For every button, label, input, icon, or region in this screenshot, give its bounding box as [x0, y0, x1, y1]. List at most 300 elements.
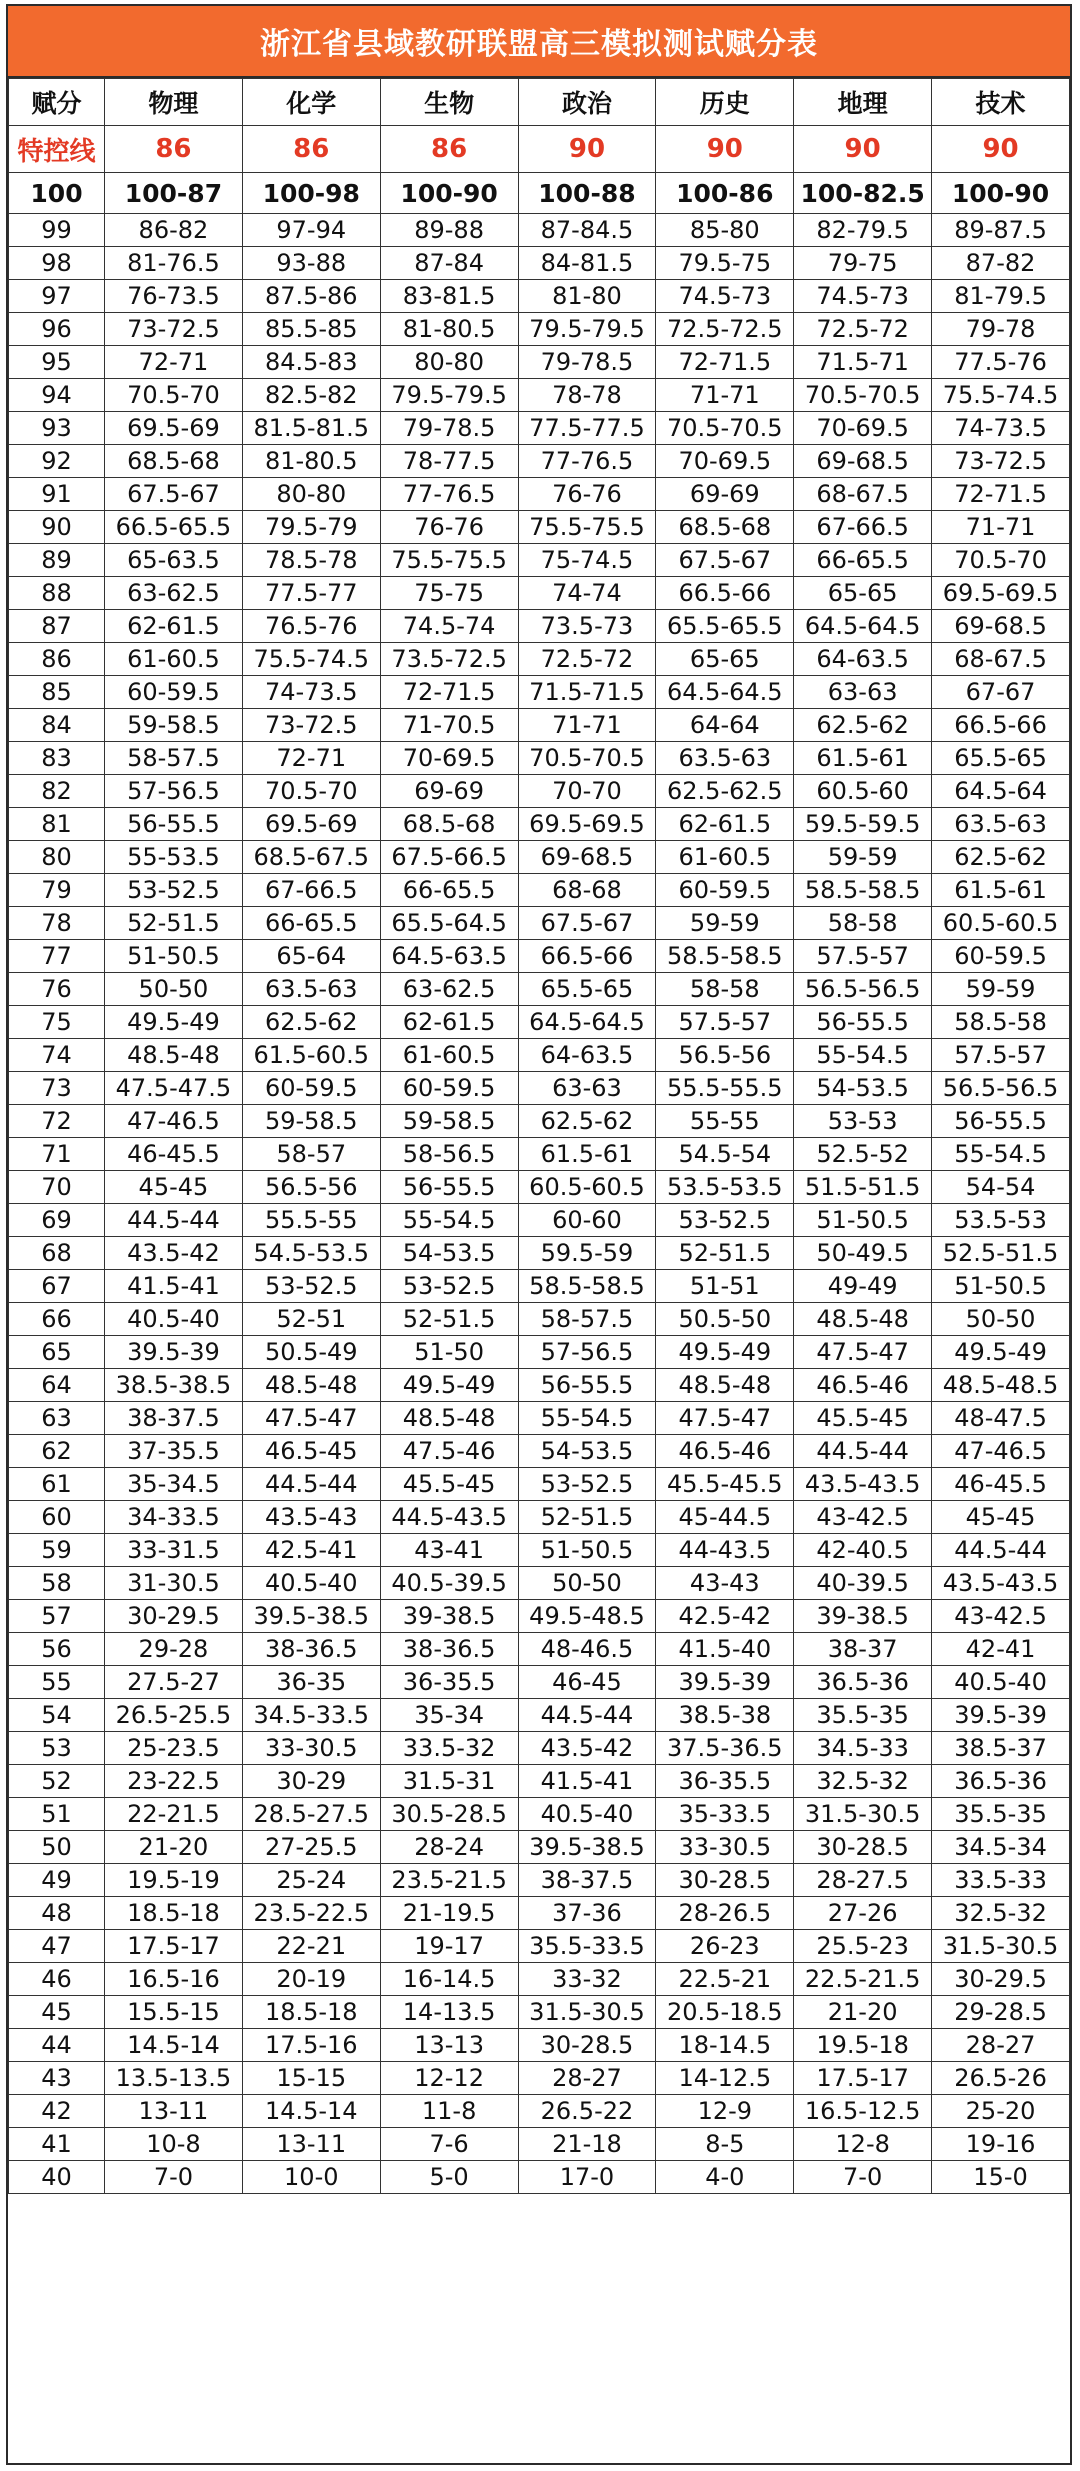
table-row	[9, 742, 1070, 775]
range-cell: 51-50.5	[932, 1270, 1070, 1303]
range-cell: 30-28.5	[518, 2029, 656, 2062]
score-cell: 63	[9, 1402, 105, 1435]
table-row	[9, 247, 1070, 280]
table-row	[9, 214, 1070, 247]
range-cell: 42-40.5	[794, 1534, 932, 1567]
table-row	[9, 478, 1070, 511]
range-cell: 31.5-30.5	[932, 1930, 1070, 1963]
range-cell: 51-50.5	[518, 1534, 656, 1567]
range-cell: 54.5-54	[656, 1138, 794, 1171]
score-cell: 62	[9, 1435, 105, 1468]
range-cell: 67-66.5	[242, 874, 380, 907]
range-cell: 19-17	[380, 1930, 518, 1963]
score-cell: 97	[9, 280, 105, 313]
range-cell: 76-76	[380, 511, 518, 544]
range-cell: 56-55.5	[380, 1171, 518, 1204]
range-cell: 50-50	[518, 1567, 656, 1600]
range-cell: 77-76.5	[518, 445, 656, 478]
range-cell: 45.5-45	[794, 1402, 932, 1435]
range-cell: 52-51.5	[518, 1501, 656, 1534]
range-cell: 58-56.5	[380, 1138, 518, 1171]
range-cell: 14.5-14	[242, 2095, 380, 2128]
range-cell: 70.5-70	[932, 544, 1070, 577]
range-cell: 58.5-58.5	[656, 940, 794, 973]
score-cell: 58	[9, 1567, 105, 1600]
table-row	[9, 709, 1070, 742]
range-cell: 11-8	[380, 2095, 518, 2128]
score-cell: 96	[9, 313, 105, 346]
header-cell-chemistry: 化学	[242, 79, 380, 126]
range-cell: 28-27.5	[794, 1864, 932, 1897]
range-cell: 22.5-21.5	[794, 1963, 932, 1996]
range-cell: 71-70.5	[380, 709, 518, 742]
header-cell-physics: 物理	[105, 79, 243, 126]
range-cell: 53-52.5	[656, 1204, 794, 1237]
range-cell: 61.5-61	[518, 1138, 656, 1171]
range-cell: 75.5-75.5	[518, 511, 656, 544]
range-cell: 77.5-76	[932, 346, 1070, 379]
table-row	[9, 1204, 1070, 1237]
range-cell: 15-0	[932, 2161, 1070, 2194]
range-cell: 12-12	[380, 2062, 518, 2095]
table-row	[9, 1501, 1070, 1534]
range-cell: 21-20	[794, 1996, 932, 2029]
range-cell: 59-58.5	[380, 1105, 518, 1138]
range-cell: 47.5-47	[242, 1402, 380, 1435]
range-cell: 54.5-53.5	[242, 1237, 380, 1270]
range-cell: 71-71	[518, 709, 656, 742]
range-cell: 56-55.5	[794, 1006, 932, 1039]
range-cell: 14-12.5	[656, 2062, 794, 2095]
range-cell: 59-59	[794, 841, 932, 874]
score-cell: 89	[9, 544, 105, 577]
range-cell: 100-82.5	[794, 173, 932, 214]
range-cell: 43-42.5	[794, 1501, 932, 1534]
range-cell: 23.5-22.5	[242, 1897, 380, 1930]
range-cell: 70-69.5	[794, 412, 932, 445]
score-cell: 64	[9, 1369, 105, 1402]
range-cell: 58-58	[794, 907, 932, 940]
score-cell: 40	[9, 2161, 105, 2194]
range-cell: 81.5-81.5	[242, 412, 380, 445]
range-cell: 79.5-79	[242, 511, 380, 544]
range-cell: 40.5-40	[242, 1567, 380, 1600]
range-cell: 70-70	[518, 775, 656, 808]
range-cell: 74-74	[518, 577, 656, 610]
range-cell: 55-54.5	[932, 1138, 1070, 1171]
range-cell: 73.5-72.5	[380, 643, 518, 676]
range-cell: 52.5-51.5	[932, 1237, 1070, 1270]
range-cell: 45-45	[932, 1501, 1070, 1534]
range-cell: 14-13.5	[380, 1996, 518, 2029]
range-cell: 37-36	[518, 1897, 656, 1930]
table-row	[9, 610, 1070, 643]
range-cell: 48.5-48	[794, 1303, 932, 1336]
range-cell: 30.5-28.5	[380, 1798, 518, 1831]
range-cell: 47.5-47	[656, 1402, 794, 1435]
range-cell: 44.5-44	[932, 1534, 1070, 1567]
range-cell: 66-65.5	[380, 874, 518, 907]
range-cell: 55-53.5	[105, 841, 243, 874]
score-cell: 91	[9, 478, 105, 511]
range-cell: 72.5-72	[794, 313, 932, 346]
range-cell: 63.5-63	[656, 742, 794, 775]
range-cell: 52-51.5	[656, 1237, 794, 1270]
range-cell: 70.5-70.5	[794, 379, 932, 412]
range-cell: 100-98	[242, 173, 380, 214]
range-cell: 81-80.5	[380, 313, 518, 346]
score-cell: 85	[9, 676, 105, 709]
range-cell: 43.5-43.5	[932, 1567, 1070, 1600]
range-cell: 32.5-32	[932, 1897, 1070, 1930]
table-row	[9, 1039, 1070, 1072]
score-cell: 48	[9, 1897, 105, 1930]
range-cell: 56.5-56	[656, 1039, 794, 1072]
score-cell: 82	[9, 775, 105, 808]
range-cell: 36.5-36	[932, 1765, 1070, 1798]
range-cell: 43.5-43	[242, 1501, 380, 1534]
range-cell: 43-41	[380, 1534, 518, 1567]
table-row	[9, 1402, 1070, 1435]
range-cell: 20.5-18.5	[656, 1996, 794, 2029]
range-cell: 36-35	[242, 1666, 380, 1699]
range-cell: 31.5-30.5	[794, 1798, 932, 1831]
range-cell: 67.5-67	[105, 478, 243, 511]
table-row	[9, 1369, 1070, 1402]
range-cell: 69-68.5	[794, 445, 932, 478]
range-cell: 56.5-56.5	[794, 973, 932, 1006]
range-cell: 39.5-39	[932, 1699, 1070, 1732]
range-cell: 48.5-48.5	[932, 1369, 1070, 1402]
range-cell: 26.5-26	[932, 2062, 1070, 2095]
table-row	[9, 412, 1070, 445]
range-cell: 61.5-60.5	[242, 1039, 380, 1072]
range-cell: 63-62.5	[380, 973, 518, 1006]
score-cell: 55	[9, 1666, 105, 1699]
score-cell: 99	[9, 214, 105, 247]
range-cell: 17-0	[518, 2161, 656, 2194]
range-cell: 59-59	[656, 907, 794, 940]
range-cell: 71.5-71.5	[518, 676, 656, 709]
range-cell: 56-55.5	[105, 808, 243, 841]
table-row	[9, 1105, 1070, 1138]
score-cell: 77	[9, 940, 105, 973]
range-cell: 57-56.5	[518, 1336, 656, 1369]
range-cell: 53-52.5	[380, 1270, 518, 1303]
range-cell: 77.5-77.5	[518, 412, 656, 445]
score-cell: 42	[9, 2095, 105, 2128]
range-cell: 67.5-67	[518, 907, 656, 940]
range-cell: 38-37	[794, 1633, 932, 1666]
range-cell: 61-60.5	[656, 841, 794, 874]
range-cell: 55-54.5	[380, 1204, 518, 1237]
control-line-cell: 86	[242, 126, 380, 173]
range-cell: 46-45.5	[105, 1138, 243, 1171]
range-cell: 55-55	[656, 1105, 794, 1138]
header-cell-politics: 政治	[518, 79, 656, 126]
table-row	[9, 1435, 1070, 1468]
table-row	[9, 1765, 1070, 1798]
range-cell: 44.5-44	[794, 1435, 932, 1468]
range-cell: 17.5-17	[794, 2062, 932, 2095]
range-cell: 100-86	[656, 173, 794, 214]
range-cell: 65.5-65	[932, 742, 1070, 775]
range-cell: 46-45	[518, 1666, 656, 1699]
range-cell: 47.5-46	[380, 1435, 518, 1468]
range-cell: 78-78	[518, 379, 656, 412]
range-cell: 56-55.5	[518, 1369, 656, 1402]
table-row	[9, 2161, 1070, 2194]
score-cell: 81	[9, 808, 105, 841]
score-cell: 61	[9, 1468, 105, 1501]
range-cell: 70.5-70	[242, 775, 380, 808]
range-cell: 61-60.5	[105, 643, 243, 676]
table-row	[9, 874, 1070, 907]
range-cell: 63-63	[794, 676, 932, 709]
range-cell: 65-64	[242, 940, 380, 973]
range-cell: 29-28.5	[932, 1996, 1070, 2029]
table-row	[9, 808, 1070, 841]
range-cell: 59-58.5	[242, 1105, 380, 1138]
range-cell: 48.5-48	[380, 1402, 518, 1435]
range-cell: 43-43	[656, 1567, 794, 1600]
score-cell: 53	[9, 1732, 105, 1765]
range-cell: 30-28.5	[656, 1864, 794, 1897]
range-cell: 80-80	[380, 346, 518, 379]
range-cell: 55-54.5	[794, 1039, 932, 1072]
range-cell: 52-51	[242, 1303, 380, 1336]
range-cell: 25.5-23	[794, 1930, 932, 1963]
table-row	[9, 973, 1070, 1006]
range-cell: 81-80	[518, 280, 656, 313]
range-cell: 93-88	[242, 247, 380, 280]
range-cell: 55.5-55	[242, 1204, 380, 1237]
range-cell: 27.5-27	[105, 1666, 243, 1699]
range-cell: 38.5-37	[932, 1732, 1070, 1765]
range-cell: 19-16	[932, 2128, 1070, 2161]
range-cell: 19.5-19	[105, 1864, 243, 1897]
range-cell: 48.5-48	[242, 1369, 380, 1402]
table-row	[9, 907, 1070, 940]
range-cell: 49.5-49	[380, 1369, 518, 1402]
range-cell: 74.5-73	[656, 280, 794, 313]
range-cell: 68-67.5	[932, 643, 1070, 676]
range-cell: 26.5-22	[518, 2095, 656, 2128]
range-cell: 89-87.5	[932, 214, 1070, 247]
range-cell: 13-11	[105, 2095, 243, 2128]
table-row	[9, 1996, 1070, 2029]
range-cell: 45.5-45	[380, 1468, 518, 1501]
range-cell: 53-52.5	[242, 1270, 380, 1303]
range-cell: 43.5-42	[105, 1237, 243, 1270]
range-cell: 38.5-38	[656, 1699, 794, 1732]
range-cell: 42.5-42	[656, 1600, 794, 1633]
range-cell: 51.5-51.5	[794, 1171, 932, 1204]
range-cell: 69-69	[656, 478, 794, 511]
control-line-cell: 86	[380, 126, 518, 173]
range-cell: 82-79.5	[794, 214, 932, 247]
range-cell: 55.5-55.5	[656, 1072, 794, 1105]
range-cell: 69-68.5	[932, 610, 1070, 643]
range-cell: 44.5-44	[242, 1468, 380, 1501]
range-cell: 100-87	[105, 173, 243, 214]
range-cell: 49.5-49	[932, 1336, 1070, 1369]
range-cell: 10-8	[105, 2128, 243, 2161]
range-cell: 72.5-72	[518, 643, 656, 676]
range-cell: 58.5-58.5	[518, 1270, 656, 1303]
table-row	[9, 577, 1070, 610]
range-cell: 64.5-64.5	[518, 1006, 656, 1039]
range-cell: 62-61.5	[380, 1006, 518, 1039]
range-cell: 50.5-50	[656, 1303, 794, 1336]
range-cell: 7-6	[380, 2128, 518, 2161]
table-row	[9, 1963, 1070, 1996]
range-cell: 27-26	[794, 1897, 932, 1930]
range-cell: 34.5-34	[932, 1831, 1070, 1864]
range-cell: 46.5-45	[242, 1435, 380, 1468]
range-cell: 18-14.5	[656, 2029, 794, 2062]
header-cell-technology: 技术	[932, 79, 1070, 126]
range-cell: 16.5-16	[105, 1963, 243, 1996]
range-cell: 52.5-52	[794, 1138, 932, 1171]
range-cell: 22-21.5	[105, 1798, 243, 1831]
range-cell: 69-68.5	[518, 841, 656, 874]
range-cell: 60-59.5	[105, 676, 243, 709]
range-cell: 15-15	[242, 2062, 380, 2095]
range-cell: 72-71.5	[932, 478, 1070, 511]
table-row	[9, 280, 1070, 313]
range-cell: 72-71.5	[656, 346, 794, 379]
score-cell: 67	[9, 1270, 105, 1303]
range-cell: 85.5-85	[242, 313, 380, 346]
range-cell: 63.5-63	[932, 808, 1070, 841]
range-cell: 64-63.5	[518, 1039, 656, 1072]
range-cell: 41.5-41	[105, 1270, 243, 1303]
table-row	[9, 379, 1070, 412]
range-cell: 75.5-74.5	[242, 643, 380, 676]
score-table-frame	[6, 4, 1072, 2465]
range-cell: 39.5-38.5	[242, 1600, 380, 1633]
table-row	[9, 1930, 1070, 1963]
range-cell: 80-80	[242, 478, 380, 511]
range-cell: 40.5-40	[932, 1666, 1070, 1699]
table-row	[9, 2029, 1070, 2062]
header-cell-score: 赋分	[9, 79, 105, 126]
range-cell: 100-88	[518, 173, 656, 214]
range-cell: 42.5-41	[242, 1534, 380, 1567]
range-cell: 38-37.5	[518, 1864, 656, 1897]
range-cell: 62.5-62.5	[656, 775, 794, 808]
range-cell: 60-59.5	[656, 874, 794, 907]
range-cell: 62.5-62	[518, 1105, 656, 1138]
range-cell: 12-9	[656, 2095, 794, 2128]
range-cell: 55-54.5	[518, 1402, 656, 1435]
range-cell: 62.5-62	[932, 841, 1070, 874]
table-row	[9, 1006, 1070, 1039]
range-cell: 48.5-48	[656, 1369, 794, 1402]
range-cell: 40.5-39.5	[380, 1567, 518, 1600]
range-cell: 66.5-66	[932, 709, 1070, 742]
range-cell: 62.5-62	[242, 1006, 380, 1039]
range-cell: 16.5-12.5	[794, 2095, 932, 2128]
range-cell: 53.5-53.5	[656, 1171, 794, 1204]
range-cell: 50-50	[105, 973, 243, 1006]
range-cell: 33-31.5	[105, 1534, 243, 1567]
range-cell: 58-57.5	[518, 1303, 656, 1336]
table-row	[9, 1138, 1070, 1171]
range-cell: 78.5-78	[242, 544, 380, 577]
table-row	[9, 1633, 1070, 1666]
table-title: 浙江省县域教研联盟高三模拟测试赋分表	[8, 6, 1070, 78]
table-row	[9, 1534, 1070, 1567]
range-cell: 53-52.5	[105, 874, 243, 907]
score-cell: 54	[9, 1699, 105, 1732]
range-cell: 63.5-63	[242, 973, 380, 1006]
range-cell: 100-90	[932, 173, 1070, 214]
range-cell: 66.5-66	[656, 577, 794, 610]
score-cell: 78	[9, 907, 105, 940]
table-row	[9, 1798, 1070, 1831]
range-cell: 30-29	[242, 1765, 380, 1798]
range-cell: 21-20	[105, 1831, 243, 1864]
range-cell: 18.5-18	[242, 1996, 380, 2029]
range-cell: 77-76.5	[380, 478, 518, 511]
range-cell: 53.5-53	[932, 1204, 1070, 1237]
range-cell: 50.5-49	[242, 1336, 380, 1369]
table-row	[9, 173, 1070, 214]
header-cell-biology: 生物	[380, 79, 518, 126]
range-cell: 74.5-74	[380, 610, 518, 643]
table-row	[9, 1831, 1070, 1864]
range-cell: 81-79.5	[932, 280, 1070, 313]
range-cell: 82.5-82	[242, 379, 380, 412]
range-cell: 47.5-47	[794, 1336, 932, 1369]
range-cell: 52-51.5	[105, 907, 243, 940]
table-row	[9, 1600, 1070, 1633]
range-cell: 28-27	[518, 2062, 656, 2095]
range-cell: 87-84.5	[518, 214, 656, 247]
range-cell: 26-23	[656, 1930, 794, 1963]
range-cell: 48.5-48	[105, 1039, 243, 1072]
score-cell: 49	[9, 1864, 105, 1897]
score-cell: 90	[9, 511, 105, 544]
range-cell: 35-33.5	[656, 1798, 794, 1831]
range-cell: 33-30.5	[656, 1831, 794, 1864]
range-cell: 44.5-44	[518, 1699, 656, 1732]
range-cell: 57.5-57	[656, 1006, 794, 1039]
range-cell: 79.5-79.5	[380, 379, 518, 412]
range-cell: 64.5-64.5	[656, 676, 794, 709]
range-cell: 31-30.5	[105, 1567, 243, 1600]
range-cell: 54-53.5	[518, 1435, 656, 1468]
range-cell: 74-73.5	[932, 412, 1070, 445]
range-cell: 53-53	[794, 1105, 932, 1138]
range-cell: 47-46.5	[932, 1435, 1070, 1468]
header-cell-history: 历史	[656, 79, 794, 126]
range-cell: 60-59.5	[380, 1072, 518, 1105]
range-cell: 25-23.5	[105, 1732, 243, 1765]
range-cell: 36-35.5	[656, 1765, 794, 1798]
range-cell: 46.5-46	[656, 1435, 794, 1468]
table-row	[9, 1171, 1070, 1204]
range-cell: 46.5-46	[794, 1369, 932, 1402]
score-cell: 83	[9, 742, 105, 775]
range-cell: 58-57	[242, 1138, 380, 1171]
range-cell: 72-71.5	[380, 676, 518, 709]
range-cell: 68.5-68	[656, 511, 794, 544]
control-line-row	[9, 126, 1070, 173]
range-cell: 52-51.5	[380, 1303, 518, 1336]
